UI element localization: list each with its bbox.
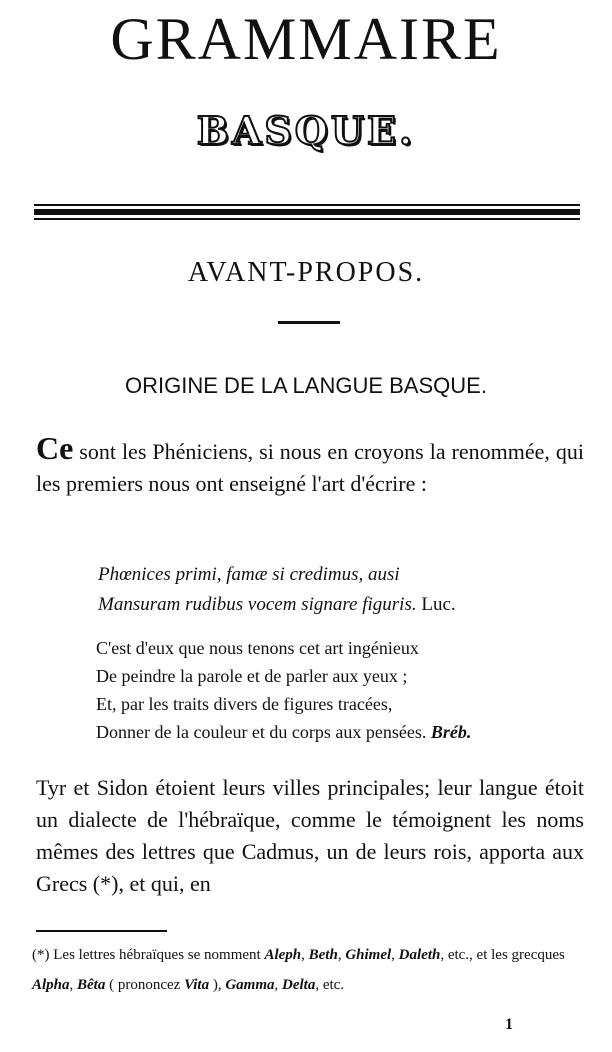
ornamental-rule bbox=[34, 204, 580, 220]
footnote-term: Aleph bbox=[264, 947, 302, 963]
dropcap: Ce bbox=[36, 430, 74, 466]
section-divider bbox=[278, 321, 340, 324]
footnote-term: Gamma bbox=[225, 977, 275, 993]
paragraph-tyr-sidon: Tyr et Sidon étoient leurs villes principales; leur langue étoit un dialecte de l'hébraïque, comme le témoignent les noms mêmes des lettres que Cadmus, un de leurs rois, apporta aux Grecs (*), et qui, en bbox=[36, 775, 584, 896]
latin-verse bbox=[98, 560, 456, 620]
page-title: GRAMMAIRE bbox=[110, 6, 502, 72]
footnote-term: Ghimel bbox=[345, 947, 392, 963]
footnote bbox=[32, 940, 580, 1000]
page-subtitle: BASQUE. bbox=[196, 108, 416, 153]
footnote-text: ( prononcez bbox=[105, 977, 185, 993]
french-verse-line: C'est d'eux que nous tenons cet art ingénieux bbox=[96, 638, 419, 658]
section-heading: AVANT-PROPOS. bbox=[187, 257, 425, 288]
footnote-text: ), bbox=[209, 977, 226, 993]
section-subheading: ORIGINE DE LA LANGUE BASQUE. bbox=[125, 373, 487, 398]
footnote-term: Daleth bbox=[398, 947, 441, 963]
footnote-mark: (*) bbox=[32, 947, 50, 963]
footnote-term: Bêta bbox=[77, 977, 106, 993]
french-verse-line: Donner de la couleur et du corps aux pensées. bbox=[96, 722, 427, 742]
paragraph-intro bbox=[36, 432, 584, 500]
footnote-text: , bbox=[337, 947, 346, 963]
french-verse-source: Bréb. bbox=[430, 722, 472, 742]
footnote-text: Les lettres hébraïques se nomment bbox=[49, 947, 265, 963]
french-verse bbox=[96, 634, 471, 746]
paragraph-intro-text: sont les Phéniciens, si nous en croyons la renommée, qui les premiers nous ont enseigné l'art d'écrire : bbox=[36, 439, 584, 496]
french-verse-line: Et, par les traits divers de figures tracées, bbox=[96, 694, 393, 714]
french-verse-line: De peindre la parole et de parler aux yeux ; bbox=[96, 666, 408, 686]
latin-verse-line: Phœnices primi, famæ si credimus, ausi bbox=[98, 564, 400, 585]
footnote-text: , bbox=[391, 947, 399, 963]
footnote-term: Vita bbox=[184, 977, 210, 993]
footnote-term: Alpha bbox=[32, 977, 70, 993]
page-number: 1 bbox=[505, 1016, 513, 1033]
footnote-text: , bbox=[301, 947, 309, 963]
footnote-term: Delta bbox=[282, 977, 316, 993]
footnote-rule bbox=[36, 930, 167, 932]
footnote-term: Beth bbox=[308, 947, 338, 963]
footnote-text: , etc., et les grecques bbox=[440, 947, 565, 963]
latin-verse-source: Luc. bbox=[421, 594, 456, 615]
footnote-text: , etc. bbox=[315, 977, 345, 993]
footnote-text: , bbox=[274, 977, 283, 993]
footnote-text: , bbox=[69, 977, 78, 993]
latin-verse-line: Mansuram rudibus vocem signare figuris. bbox=[98, 594, 417, 615]
